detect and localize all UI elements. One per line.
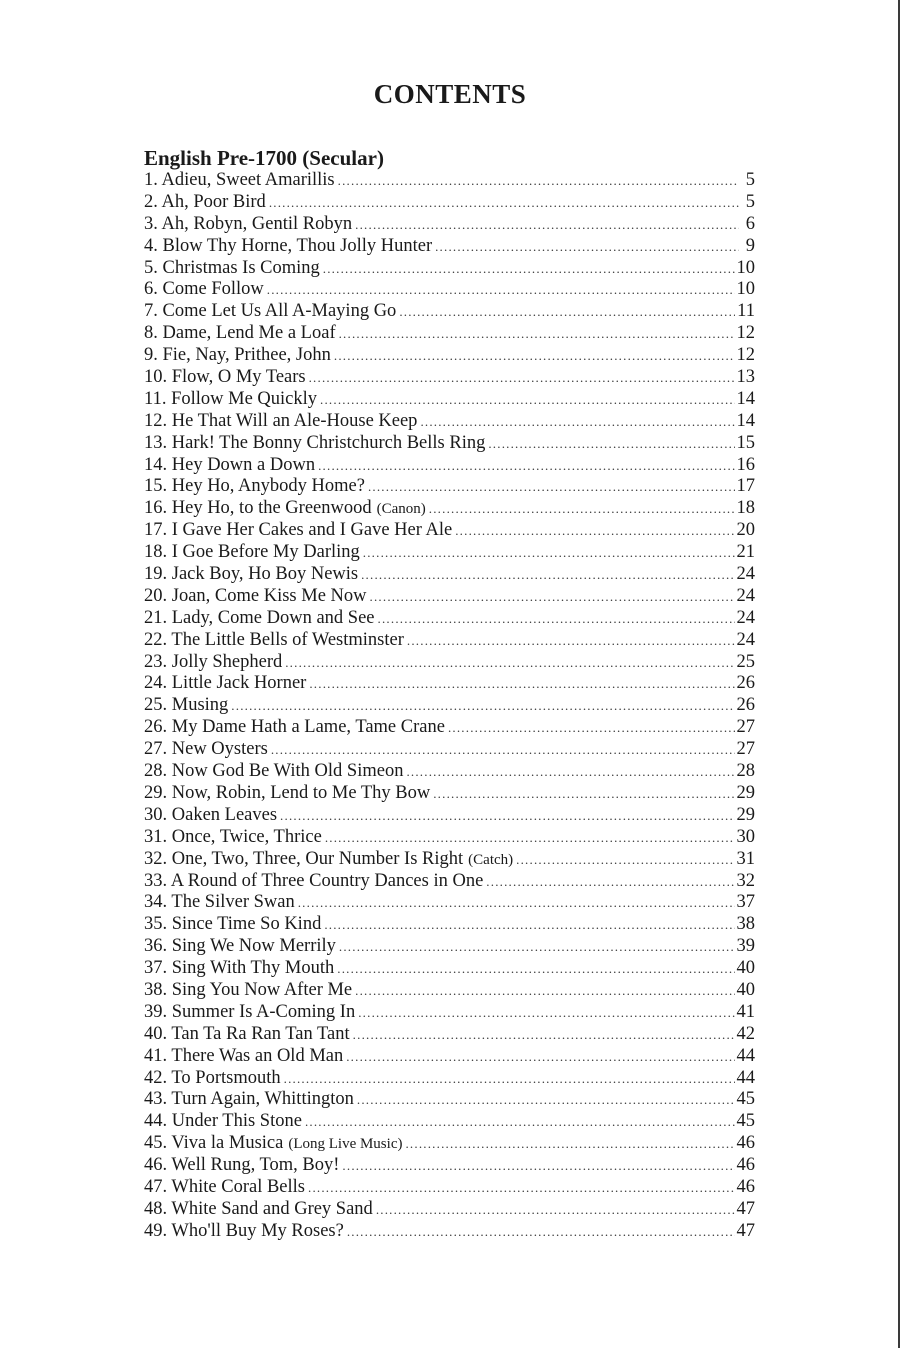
toc-entry-title: 20. Joan, Come Kiss Me Now — [144, 585, 367, 606]
dot-leader — [298, 892, 735, 914]
toc-entry-title: 26. My Dame Hath a Lame, Tame Crane — [144, 717, 445, 738]
page-title: CONTENTS — [373, 79, 527, 109]
dot-leader — [433, 783, 734, 805]
toc-entry-page-number: 5 — [745, 191, 755, 212]
toc-entry — [144, 892, 755, 914]
toc-entry-title: 32. One, Two, Three, Our Number Is Right — [144, 848, 464, 869]
dot-leader — [308, 1177, 735, 1199]
dot-leader — [488, 433, 734, 455]
toc-entry — [144, 520, 755, 542]
dot-leader — [318, 455, 734, 477]
table-of-contents — [144, 146, 755, 1243]
toc-entry-page-number: 39 — [736, 936, 755, 957]
toc-entry-title: 19. Jack Boy, Ho Boy Newis — [144, 564, 359, 585]
toc-entry-title: 29. Now, Robin, Lend to Me Thy Bow — [144, 782, 431, 803]
dot-leader — [285, 652, 734, 674]
toc-entry — [144, 564, 755, 586]
toc-entry — [144, 1155, 755, 1177]
toc-entry-title: 16. Hey Ho, to the Greenwood — [144, 498, 372, 519]
toc-entry — [144, 608, 755, 630]
dot-leader — [429, 498, 735, 520]
toc-entry-title: 33. A Round of Three Country Dances in One — [144, 870, 484, 891]
dot-leader — [280, 805, 734, 827]
toc-entry — [144, 192, 755, 214]
toc-entry-page-number: 41 — [736, 1001, 755, 1022]
toc-entry-title: 1. Adieu, Sweet Amarillis — [144, 170, 335, 190]
toc-entry-page-number: 24 — [736, 629, 755, 650]
toc-entry-page-number: 17 — [736, 476, 755, 497]
toc-entry — [144, 827, 755, 849]
toc-entry-title: 15. Hey Ho, Anybody Home? — [144, 476, 365, 497]
toc-entry — [144, 871, 755, 893]
dot-leader — [325, 827, 735, 849]
toc-entry-page-number: 5 — [745, 170, 755, 190]
toc-entry-page-number: 45 — [736, 1111, 755, 1132]
toc-entry — [144, 914, 755, 936]
toc-entry-page-number: 29 — [736, 804, 755, 825]
toc-entry-title: 10. Flow, O My Tears — [144, 367, 306, 388]
dot-leader — [271, 739, 735, 761]
toc-entry-title: 46. Well Rung, Tom, Boy! — [144, 1155, 340, 1176]
toc-entry-page-number: 6 — [745, 213, 755, 234]
dot-leader — [448, 717, 735, 739]
toc-entry-title: 40. Tan Ta Ra Ran Tan Tant — [144, 1023, 350, 1044]
toc-entry-title: 31. Once, Twice, Thrice — [144, 826, 322, 847]
dot-leader — [342, 1155, 734, 1177]
toc-entry — [144, 542, 755, 564]
dot-leader — [346, 1046, 734, 1068]
toc-entry — [144, 936, 755, 958]
toc-entry — [144, 498, 755, 520]
toc-entry — [144, 170, 755, 192]
toc-entry-page-number: 15 — [736, 432, 755, 453]
toc-entry-page-number: 44 — [736, 1045, 755, 1066]
toc-entry-title: 14. Hey Down a Down — [144, 454, 316, 475]
dot-leader — [347, 1221, 735, 1243]
toc-entry-title: 13. Hark! The Bonny Christchurch Bells Ring — [144, 432, 486, 453]
toc-entry-page-number: 9 — [745, 235, 755, 256]
toc-entry — [144, 214, 755, 236]
toc-entry-note: (Long Live Music) — [288, 1136, 403, 1153]
toc-entry-page-number: 25 — [736, 651, 755, 672]
dot-leader — [420, 411, 734, 433]
toc-entry-title: 5. Christmas Is Coming — [144, 257, 320, 278]
toc-entry-page-number: 12 — [736, 345, 755, 366]
dot-leader — [435, 236, 739, 258]
toc-entry — [144, 783, 755, 805]
dot-leader — [407, 630, 735, 652]
toc-entry-title: 6. Come Follow — [144, 279, 264, 300]
toc-entry-title: 45. Viva la Musica — [144, 1133, 284, 1154]
toc-entry — [144, 1002, 755, 1024]
toc-entry — [144, 1177, 755, 1199]
toc-entry-page-number: 11 — [737, 301, 755, 322]
dot-leader — [358, 1002, 734, 1024]
toc-entry-page-number: 44 — [736, 1067, 755, 1088]
toc-entry-title: 22. The Little Bells of Westminster — [144, 629, 404, 650]
dot-leader — [455, 520, 734, 542]
toc-entry-title: 12. He That Will an Ale-House Keep — [144, 410, 418, 431]
toc-entry — [144, 301, 755, 323]
toc-entry — [144, 739, 755, 761]
dot-leader — [399, 301, 735, 323]
toc-entry-title: 49. Who'll Buy My Roses? — [144, 1220, 344, 1241]
toc-entry-title: 44. Under This Stone — [144, 1111, 302, 1132]
toc-entry — [144, 389, 755, 411]
dot-leader — [338, 170, 739, 192]
dot-leader — [320, 389, 734, 411]
toc-entry — [144, 1046, 755, 1068]
toc-entry-page-number: 47 — [736, 1220, 755, 1241]
dot-leader — [355, 214, 739, 236]
dot-leader — [334, 345, 735, 367]
toc-entry-title: 11. Follow Me Quickly — [144, 388, 318, 409]
toc-entry-page-number: 21 — [736, 542, 755, 563]
toc-entry — [144, 476, 755, 498]
toc-entry-page-number: 20 — [736, 520, 755, 541]
toc-entry-page-number: 38 — [736, 914, 755, 935]
toc-entry-page-number: 29 — [736, 782, 755, 803]
toc-entry — [144, 433, 755, 455]
dot-leader — [370, 586, 735, 608]
toc-entry — [144, 761, 755, 783]
toc-entry — [144, 279, 755, 301]
toc-entry-title: 25. Musing — [144, 695, 229, 716]
toc-entry-list — [144, 170, 755, 1243]
toc-entry-title: 35. Since Time So Kind — [144, 914, 322, 935]
toc-entry — [144, 236, 755, 258]
toc-entry — [144, 1221, 755, 1243]
toc-entry-page-number: 40 — [736, 979, 755, 1000]
toc-entry-page-number: 27 — [736, 717, 755, 738]
dot-leader — [516, 849, 734, 871]
dot-leader — [355, 980, 734, 1002]
dot-leader — [337, 958, 734, 980]
toc-entry — [144, 695, 755, 717]
toc-entry-page-number: 10 — [736, 279, 755, 300]
toc-entry — [144, 1068, 755, 1090]
dot-leader — [378, 608, 735, 630]
dot-leader — [405, 1133, 734, 1155]
toc-entry — [144, 411, 755, 433]
toc-entry-title: 27. New Oysters — [144, 739, 268, 760]
toc-entry-page-number: 14 — [736, 410, 755, 431]
dot-leader — [267, 279, 735, 301]
dot-leader — [361, 564, 734, 586]
toc-entry-page-number: 46 — [736, 1176, 755, 1197]
toc-entry-page-number: 42 — [736, 1023, 755, 1044]
toc-entry — [144, 980, 755, 1002]
toc-entry-page-number: 24 — [736, 585, 755, 606]
toc-entry-page-number: 16 — [736, 454, 755, 475]
toc-entry — [144, 673, 755, 695]
dot-leader — [309, 367, 735, 389]
toc-entry-page-number: 40 — [736, 958, 755, 979]
toc-entry-title: 2. Ah, Poor Bird — [144, 191, 266, 212]
dot-leader — [406, 761, 734, 783]
dot-leader — [363, 542, 735, 564]
toc-entry-title: 28. Now God Be With Old Simeon — [144, 761, 404, 782]
toc-entry-note: (Canon) — [376, 501, 426, 518]
toc-entry-page-number: 46 — [736, 1155, 755, 1176]
toc-entry-page-number: 18 — [736, 498, 755, 519]
toc-entry-page-number: 45 — [736, 1089, 755, 1110]
toc-entry-title: 38. Sing You Now After Me — [144, 979, 353, 1000]
dot-leader — [376, 1199, 735, 1221]
dot-leader — [323, 258, 735, 280]
toc-entry — [144, 849, 755, 871]
toc-entry-page-number: 30 — [736, 826, 755, 847]
toc-entry-page-number: 12 — [736, 323, 755, 344]
toc-entry-title: 4. Blow Thy Horne, Thou Jolly Hunter — [144, 235, 433, 256]
dot-leader — [339, 936, 735, 958]
toc-entry — [144, 717, 755, 739]
dot-leader — [269, 192, 739, 214]
dot-leader — [339, 323, 735, 345]
toc-entry — [144, 805, 755, 827]
toc-entry — [144, 345, 755, 367]
dot-leader — [231, 695, 734, 717]
toc-entry-title: 36. Sing We Now Merrily — [144, 936, 336, 957]
toc-entry — [144, 1199, 755, 1221]
toc-entry-page-number: 26 — [736, 695, 755, 716]
toc-entry-title: 7. Come Let Us All A-Maying Go — [144, 301, 397, 322]
toc-entry-title: 9. Fie, Nay, Prithee, John — [144, 345, 331, 366]
dot-leader — [353, 1024, 735, 1046]
toc-entry-page-number: 37 — [736, 892, 755, 913]
toc-entry-title: 43. Turn Again, Whittington — [144, 1089, 354, 1110]
toc-entry-title: 23. Jolly Shepherd — [144, 651, 283, 672]
dot-leader — [486, 871, 734, 893]
toc-entry-title: 21. Lady, Come Down and See — [144, 607, 375, 628]
toc-entry-page-number: 13 — [736, 367, 755, 388]
dot-leader — [284, 1068, 735, 1090]
toc-entry — [144, 958, 755, 980]
toc-entry — [144, 367, 755, 389]
toc-entry — [144, 455, 755, 477]
toc-entry-title: 39. Summer Is A-Coming In — [144, 1001, 356, 1022]
toc-entry — [144, 586, 755, 608]
toc-entry-page-number: 46 — [736, 1133, 755, 1154]
toc-entry-title: 41. There Was an Old Man — [144, 1045, 344, 1066]
toc-entry-page-number: 24 — [736, 607, 755, 628]
toc-entry-title: 47. White Coral Bells — [144, 1176, 305, 1197]
toc-entry-page-number: 28 — [736, 761, 755, 782]
toc-entry — [144, 1111, 755, 1133]
dot-leader — [357, 1089, 735, 1111]
toc-entry-page-number: 10 — [736, 257, 755, 278]
toc-entry-page-number: 24 — [736, 564, 755, 585]
section-heading: English Pre-1700 (Secular) — [144, 146, 384, 170]
toc-entry-page-number: 32 — [736, 870, 755, 891]
toc-entry — [144, 630, 755, 652]
toc-entry — [144, 1089, 755, 1111]
toc-entry-title: 24. Little Jack Horner — [144, 673, 307, 694]
toc-entry-page-number: 14 — [736, 388, 755, 409]
toc-entry-title: 42. To Portsmouth — [144, 1067, 281, 1088]
toc-entry-page-number: 26 — [736, 673, 755, 694]
toc-entry-page-number: 27 — [736, 739, 755, 760]
toc-entry — [144, 1133, 755, 1155]
dot-leader — [368, 476, 735, 498]
toc-entry — [144, 323, 755, 345]
toc-entry-title: 3. Ah, Robyn, Gentil Robyn — [144, 213, 353, 234]
toc-entry-title: 37. Sing With Thy Mouth — [144, 958, 335, 979]
toc-entry-page-number: 31 — [736, 848, 755, 869]
toc-entry-title: 30. Oaken Leaves — [144, 804, 278, 825]
toc-entry-title: 34. The Silver Swan — [144, 892, 295, 913]
toc-entry-page-number: 47 — [736, 1198, 755, 1219]
toc-entry — [144, 652, 755, 674]
dot-leader — [309, 673, 734, 695]
toc-entry — [144, 1024, 755, 1046]
toc-entry-title: 48. White Sand and Grey Sand — [144, 1198, 373, 1219]
toc-entry-title: 17. I Gave Her Cakes and I Gave Her Ale — [144, 520, 453, 541]
toc-entry-title: 18. I Goe Before My Darling — [144, 542, 360, 563]
toc-entry — [144, 258, 755, 280]
dot-leader — [324, 914, 734, 936]
toc-entry-title: 8. Dame, Lend Me a Loaf — [144, 323, 336, 344]
dot-leader — [305, 1111, 735, 1133]
toc-entry-note: (Catch) — [468, 851, 514, 868]
